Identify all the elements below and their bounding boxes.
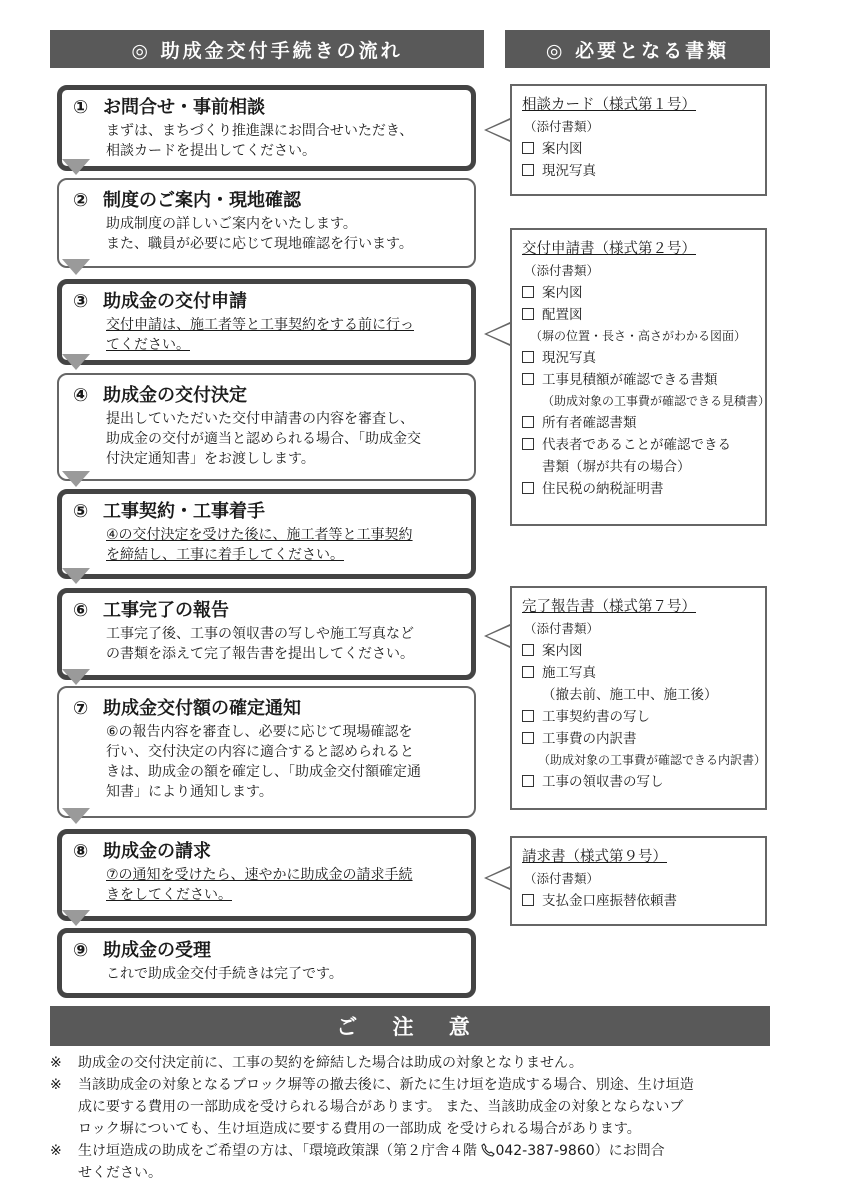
checkbox-icon bbox=[522, 732, 534, 744]
step-desc-line: 行い、交付決定の内容に適合すると認められると bbox=[106, 744, 414, 760]
doc-note: （助成対象の工事費が確認できる内訳書） bbox=[538, 753, 767, 767]
callout-pointer bbox=[484, 624, 510, 648]
step-desc-line: 交付申請は、施工者等と工事契約をする前に行っ bbox=[106, 317, 414, 333]
step-number: ⑤ bbox=[73, 501, 89, 522]
checkbox-icon bbox=[522, 666, 534, 678]
docs-header: ◎ 必要となる書類 bbox=[505, 30, 770, 68]
doc-item: 支払金口座振替依頼書 bbox=[522, 890, 755, 912]
doc-title: 相談カード（様式第１号） bbox=[522, 97, 696, 113]
step-number: ⑧ bbox=[73, 841, 89, 862]
step-9 bbox=[57, 928, 476, 998]
step-desc-line: 相談カードを提出してください。 bbox=[106, 143, 316, 159]
checkbox-icon bbox=[522, 710, 534, 722]
callout-pointer bbox=[484, 118, 510, 142]
step-title: 助成金交付額の確定通知 bbox=[103, 698, 301, 719]
doc-item: 施工写真 bbox=[522, 662, 755, 684]
down-arrow-icon bbox=[62, 568, 90, 584]
step-desc-line: てください。 bbox=[106, 337, 190, 353]
doc-title: 完了報告書（様式第７号） bbox=[522, 599, 696, 615]
checkbox-icon bbox=[522, 164, 534, 176]
down-arrow-icon bbox=[62, 259, 90, 275]
step-desc-line: これで助成金交付手続きは完了です。 bbox=[106, 966, 343, 982]
caution-note-2: ※ 当該助成金の対象となるブロック塀等の撤去後に、新たに生け垣を造成する場合、別途、生け垣造 成に要する費用の一部助成を受けられる場合があります。 また、当該助成金の対象とならないブ ロック塀についても、生け垣造成に要する費用の一部助成 を受けられる場合があります。 bbox=[50, 1074, 790, 1140]
step-desc-line: 助成制度の詳しいご案内をいたします。 bbox=[106, 216, 357, 232]
step-title: 制度のご案内・現地確認 bbox=[103, 190, 301, 211]
step-desc-line: の書類を添えて完了報告書を提出してください。 bbox=[106, 646, 414, 662]
doc-title: 請求書（様式第９号） bbox=[522, 849, 667, 865]
step-desc-line: を締結し、工事に着手してください。 bbox=[106, 547, 344, 563]
doc-note: （塀の位置・長さ・高さがわかる図面） bbox=[530, 329, 747, 343]
doc-sub: （添付書類） bbox=[524, 263, 600, 278]
caution-notes bbox=[50, 1052, 790, 1184]
step-title: お問合せ・事前相談 bbox=[103, 97, 265, 118]
doc-box-claim bbox=[510, 836, 767, 926]
caution-note-1: ※ 助成金の交付決定前に、工事の契約を締結した場合は助成の対象となりません。 bbox=[50, 1052, 790, 1074]
doc-item: 案内図 bbox=[522, 640, 755, 662]
down-arrow-icon bbox=[62, 471, 90, 487]
step-desc-line: まずは、まちづくり推進課にお問合せいただき、 bbox=[106, 123, 414, 139]
flow-header: ◎ 助成金交付手続きの流れ bbox=[50, 30, 484, 68]
doc-item: 案内図 bbox=[522, 282, 755, 304]
doc-item: 工事の領収書の写し bbox=[522, 771, 755, 793]
step-number: ⑥ bbox=[73, 600, 89, 621]
down-arrow-icon bbox=[62, 159, 90, 175]
note-mark: ※ bbox=[50, 1077, 62, 1093]
phone-icon bbox=[481, 1142, 495, 1156]
step-title: 工事契約・工事着手 bbox=[103, 501, 265, 522]
step-desc-line: きをしてください。 bbox=[106, 887, 232, 903]
doc-item: 配置図 bbox=[522, 304, 755, 326]
checkbox-icon bbox=[522, 142, 534, 154]
phone-number: 042-387-9860 bbox=[495, 1143, 595, 1159]
step-8 bbox=[57, 829, 476, 921]
note-mark: ※ bbox=[50, 1055, 62, 1071]
doc-item: 工事契約書の写し bbox=[522, 706, 755, 728]
step-desc-line: また、職員が必要に応じて現地確認を行います。 bbox=[106, 236, 413, 252]
step-title: 助成金の受理 bbox=[103, 940, 211, 961]
step-number: ① bbox=[73, 97, 89, 118]
step-desc-line: 工事完了後、工事の領収書の写しや施工写真など bbox=[106, 626, 414, 642]
checkbox-icon bbox=[522, 775, 534, 787]
step-number: ② bbox=[73, 190, 89, 211]
doc-item: 代表者であることが確認できる bbox=[522, 434, 755, 456]
note-mark: ※ bbox=[50, 1143, 62, 1159]
caution-note-3: ※ 生け垣造成の助成をご希望の方は、「環境政策課（第２庁舎４階 042-387-9860）にお問合 せください。 bbox=[50, 1140, 790, 1184]
step-6 bbox=[57, 588, 476, 680]
doc-item-cont: 書類（塀が共有の場合） bbox=[542, 459, 691, 475]
step-3 bbox=[57, 279, 476, 365]
step-title: 助成金の請求 bbox=[103, 841, 211, 862]
doc-sub: （添付書類） bbox=[524, 119, 600, 134]
checkbox-icon bbox=[522, 373, 534, 385]
doc-item: 工事見積額が確認できる書類 bbox=[522, 369, 755, 391]
step-desc-line: 提出していただいた交付申請書の内容を審査し、 bbox=[106, 411, 414, 427]
checkbox-icon bbox=[522, 286, 534, 298]
doc-box-completion bbox=[510, 586, 767, 810]
doc-item: 住民税の納税証明書 bbox=[522, 478, 755, 500]
step-5 bbox=[57, 489, 476, 579]
doc-box-consult bbox=[510, 84, 767, 196]
checkbox-icon bbox=[522, 482, 534, 494]
callout-pointer bbox=[484, 866, 510, 890]
step-number: ⑦ bbox=[73, 698, 89, 719]
step-number: ④ bbox=[73, 385, 89, 406]
doc-item: 所有者確認書類 bbox=[522, 412, 755, 434]
step-desc-line: ⑥の報告内容を審査し、必要に応じて現場確認を bbox=[106, 724, 413, 740]
doc-title: 交付申請書（様式第２号） bbox=[522, 241, 696, 257]
checkbox-icon bbox=[522, 351, 534, 363]
down-arrow-icon bbox=[62, 669, 90, 685]
step-4 bbox=[57, 373, 476, 481]
down-arrow-icon bbox=[62, 808, 90, 824]
step-title: 助成金の交付決定 bbox=[103, 385, 247, 406]
doc-sub: （添付書類） bbox=[524, 871, 600, 886]
down-arrow-icon bbox=[62, 910, 90, 926]
doc-item: 現況写真 bbox=[522, 160, 755, 182]
doc-box-application bbox=[510, 228, 771, 526]
callout-pointer bbox=[484, 322, 510, 346]
step-desc-line: 知書」により通知します。 bbox=[106, 784, 273, 800]
step-desc-line: ⑦の通知を受けたら、速やかに助成金の請求手続 bbox=[106, 867, 413, 883]
doc-sub: （添付書類） bbox=[524, 621, 600, 636]
step-title: 助成金の交付申請 bbox=[103, 291, 247, 312]
step-desc-line: きは、助成金の額を確定し、「助成金交付額確定通 bbox=[106, 764, 421, 780]
step-2 bbox=[57, 178, 476, 268]
step-desc-line: 助成金の交付が適当と認められる場合、「助成金交 bbox=[106, 431, 421, 447]
step-number: ⑨ bbox=[73, 940, 89, 961]
step-number: ③ bbox=[73, 291, 89, 312]
checkbox-icon bbox=[522, 894, 534, 906]
checkbox-icon bbox=[522, 438, 534, 450]
checkbox-icon bbox=[522, 644, 534, 656]
caution-header: ご 注 意 bbox=[50, 1006, 770, 1046]
down-arrow-icon bbox=[62, 354, 90, 370]
doc-note: （助成対象の工事費が確認できる見積書） bbox=[542, 394, 771, 408]
step-1 bbox=[57, 85, 476, 171]
checkbox-icon bbox=[522, 308, 534, 320]
doc-item: 案内図 bbox=[522, 138, 755, 160]
doc-item: 工事費の内訳書 bbox=[522, 728, 755, 750]
step-title: 工事完了の報告 bbox=[103, 600, 229, 621]
doc-item: 現況写真 bbox=[522, 347, 755, 369]
step-desc-line: 付決定通知書」をお渡しします。 bbox=[106, 451, 315, 467]
step-desc-line: ④の交付決定を受けた後に、施工者等と工事契約 bbox=[106, 527, 413, 543]
step-7 bbox=[57, 686, 476, 818]
checkbox-icon bbox=[522, 416, 534, 428]
doc-item-cont: （撤去前、施工中、施工後） bbox=[542, 687, 718, 703]
